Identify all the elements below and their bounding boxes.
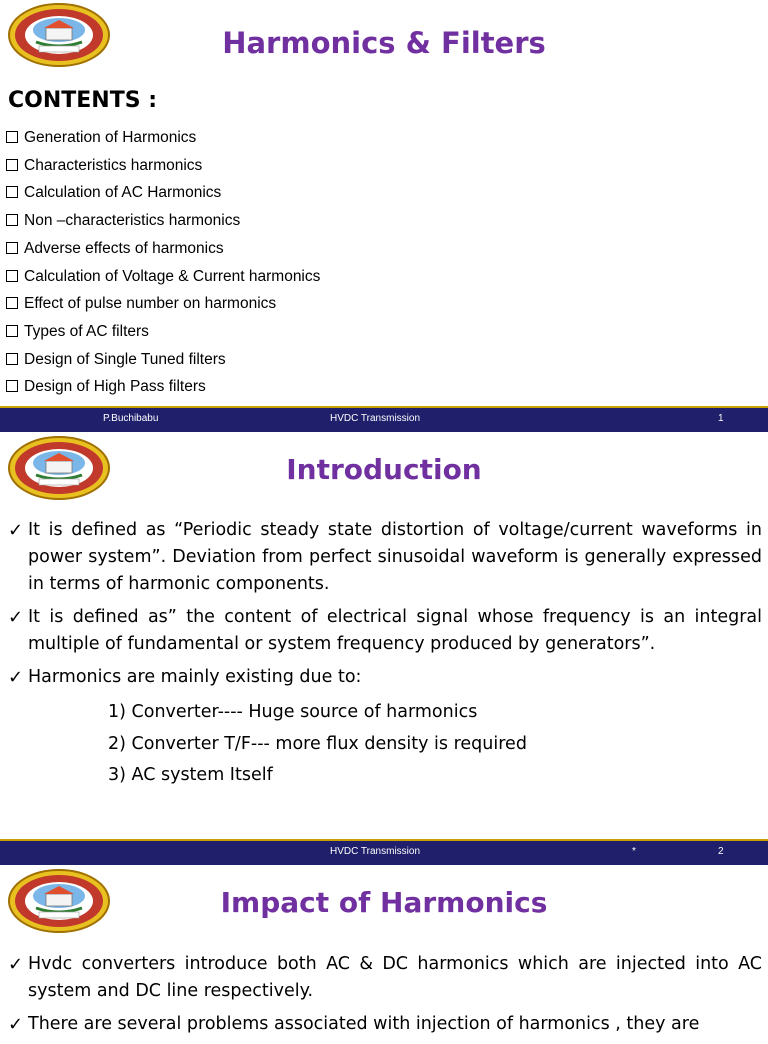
list-item: Adverse effects of harmonics [6,235,320,263]
slide-title: Introduction [286,453,482,486]
slide-footer [0,839,768,865]
list-item: Calculation of AC Harmonics [6,179,320,207]
checkbox-icon [6,297,18,309]
slide-title: Impact of Harmonics [220,886,548,919]
checkmark-icon: ✓ [8,954,24,975]
list-item: Design of Single Tuned filters [6,346,320,374]
footer-course: HVDC Transmission [330,413,421,424]
checkbox-icon [6,325,18,337]
checkmark-icon: ✓ [8,667,24,688]
slide-title: Harmonics & Filters [222,26,546,60]
slide-3 [0,866,768,1035]
bullet-point: ✓ Hvdc converters introduce both AC & DC harmonics which are injected into AC system and DC line respectively. [8,951,762,1005]
sub-item: 2) Converter T/F--- more flux density is required [108,733,527,754]
list-item: Effect of pulse number on harmonics [6,290,320,318]
list-item: Non –characteristics harmonics [6,207,320,235]
checkmark-icon: ✓ [8,520,24,541]
checkbox-icon [6,380,18,392]
sub-item: 1) Converter---- Huge source of harmonics [108,702,478,722]
footer-page-number: 2 [718,846,724,857]
footer-marker: * [632,846,636,857]
sub-item: 3) AC system Itself [108,765,273,785]
slide-1 [0,0,768,433]
checkmark-icon: ✓ [8,607,24,628]
checkbox-icon [6,242,18,254]
contents-heading: CONTENTS : [8,88,158,113]
checkbox-icon [6,214,18,226]
list-item: Types of AC filters [6,318,320,346]
bullet-point: ✓ Harmonics are mainly existing due to: [8,664,762,691]
checkbox-icon [6,131,18,143]
checkbox-icon [6,186,18,198]
checkmark-icon: ✓ [8,1014,24,1035]
checkbox-icon [6,270,18,282]
list-item: Design of High Pass filters [6,373,320,401]
list-item: Characteristics harmonics [6,152,320,180]
bullet-point: ✓ It is defined as “Periodic steady state distortion of voltage/current waveforms in power system”. Deviation from perfect sinusoidal waveform is generally expressed in terms of harmonic components. [8,517,762,598]
list-item: Calculation of Voltage & Current harmonics [6,263,320,291]
footer-author: P.Buchibabu [103,413,159,424]
contents-list [6,124,320,401]
bullet-point: ✓ There are several problems associated with injection of harmonics , they are [8,1011,762,1038]
checkbox-icon [6,159,18,171]
bullet-point: ✓ It is defined as” the content of electrical signal whose frequency is an integral multiple of fundamental or system frequency produced by generators”. [8,604,762,658]
checkbox-icon [6,353,18,365]
slide-footer [0,406,768,432]
footer-page-number: 1 [718,413,724,424]
slide-2 [0,433,768,866]
list-item: Generation of Harmonics [6,124,320,152]
footer-course: HVDC Transmission [330,846,421,857]
slide-body [8,517,762,792]
slide-body [8,951,762,1044]
